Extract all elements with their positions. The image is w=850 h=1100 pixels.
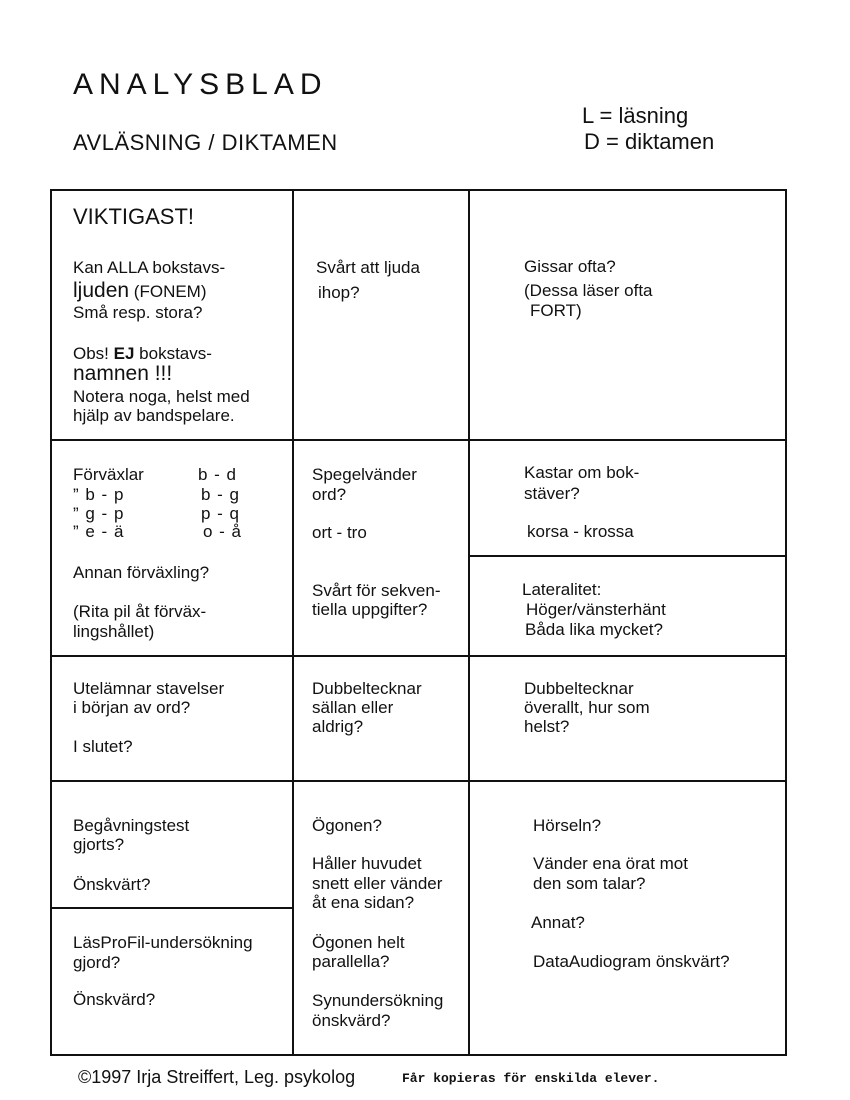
- grid-line-right: [785, 189, 787, 1056]
- cell-text: Höger/vänsterhänt: [526, 600, 666, 619]
- legend-d: D = diktamen: [584, 129, 715, 154]
- letter-pair: b - d: [198, 465, 238, 484]
- cell-text: Håller huvudet: [312, 854, 422, 873]
- grid-line-split-r4c1: [50, 907, 293, 909]
- cell-text: korsa - krossa: [527, 522, 634, 541]
- cell-text: ord?: [312, 485, 347, 504]
- cell-text-emphasis: ljuden: [73, 279, 130, 302]
- cell-text: Synundersökning: [312, 991, 444, 1010]
- letter-pair: ” e - ä: [73, 522, 125, 541]
- cell-text: Båda lika mycket?: [525, 620, 663, 639]
- cell-text: Obs!: [73, 344, 109, 363]
- cell-text: sällan eller: [312, 698, 394, 717]
- cell-text: önskvärd?: [312, 1011, 391, 1030]
- grid-line-row3: [50, 780, 787, 782]
- cell-text: Dubbeltecknar: [312, 679, 422, 698]
- page-subtitle: AVLÄSNING / DIKTAMEN: [73, 130, 338, 155]
- cell-text: ihop?: [318, 283, 360, 302]
- cell-text: Notera noga, helst med: [73, 387, 250, 406]
- cell-text: i början av ord?: [73, 698, 191, 717]
- cell-text: (Rita pil åt förväx-: [73, 602, 207, 621]
- letter-pair: ” b - p: [73, 485, 125, 504]
- cell-text: Små resp. stora?: [73, 303, 203, 322]
- cell-text-line: [73, 344, 212, 363]
- grid-line-col1: [292, 189, 294, 1056]
- cell-text: Spegelvänder: [312, 465, 417, 484]
- cell-text: Utelämnar stavelser: [73, 679, 225, 698]
- cell-text: stäver?: [524, 484, 580, 503]
- cell-text: Dubbeltecknar: [524, 679, 634, 698]
- letter-pair: o - å: [203, 522, 243, 541]
- copyright-text: ©1997 Irja Streiffert, Leg. psykolog: [78, 1067, 356, 1087]
- letter-pair: p - q: [201, 504, 241, 523]
- cell-text: snett eller vänder: [312, 874, 443, 893]
- cell-text: Vänder ena örat mot: [533, 854, 688, 873]
- cell-text: gjord?: [73, 953, 121, 972]
- cell-heading: VIKTIGAST!: [73, 204, 195, 229]
- cell-text: Önskvärt?: [73, 875, 151, 894]
- cell-text: Kan ALLA bokstavs-: [73, 258, 226, 277]
- copy-permission-note: Får kopieras för enskilda elever.: [402, 1071, 660, 1086]
- letter-pair: ” g - p: [73, 504, 125, 523]
- cell-text: ort - tro: [312, 523, 367, 542]
- legend-l: L = läsning: [582, 103, 689, 128]
- grid-line-col2: [468, 189, 470, 1056]
- cell-text: parallella?: [312, 952, 390, 971]
- cell-text: helst?: [524, 717, 570, 736]
- cell-text: LäsProFil-undersökning: [73, 933, 253, 952]
- cell-text: Gissar ofta?: [524, 257, 616, 276]
- cell-text: FORT): [530, 301, 582, 320]
- cell-text: DataAudiogram önskvärt?: [533, 952, 730, 971]
- cell-text-emphasis: namnen !!!: [73, 362, 173, 385]
- cell-text: aldrig?: [312, 717, 364, 736]
- cell-text: gjorts?: [73, 835, 125, 854]
- grid-line-top: [50, 189, 787, 191]
- cell-text: tiella uppgifter?: [312, 600, 428, 619]
- cell-text: I slutet?: [73, 737, 133, 756]
- cell-text: Svårt att ljuda: [316, 258, 420, 277]
- cell-text: Kastar om bok-: [524, 463, 640, 482]
- cell-text: Begåvningstest: [73, 816, 190, 835]
- cell-text: Svårt för sekven-: [312, 581, 441, 600]
- cell-text: Lateralitet:: [522, 580, 602, 599]
- cell-text: lingshållet): [73, 622, 155, 641]
- page-title: ANALYSBLAD: [73, 68, 328, 101]
- cell-text: åt ena sidan?: [312, 893, 415, 912]
- cell-text: bokstavs-: [139, 344, 212, 363]
- grid-line-left: [50, 189, 52, 1056]
- cell-text: (Dessa läser ofta: [524, 281, 653, 300]
- cell-text-line: [73, 280, 207, 302]
- cell-text: hjälp av bandspelare.: [73, 406, 235, 425]
- grid-line-bottom: [50, 1054, 787, 1056]
- grid-line-row2: [50, 655, 787, 657]
- cell-text: (FONEM): [133, 282, 207, 301]
- cell-text: den som talar?: [533, 874, 646, 893]
- cell-text: Annan förväxling?: [73, 563, 210, 582]
- cell-text: överallt, hur som: [524, 698, 650, 717]
- grid-line-split-r2c3: [469, 555, 787, 557]
- cell-text: Ögonen helt: [312, 933, 405, 952]
- letter-pair: b - g: [201, 485, 241, 504]
- cell-text: Annat?: [531, 913, 585, 932]
- cell-text: Förväxlar: [73, 465, 144, 484]
- grid-line-row1: [50, 439, 787, 441]
- cell-text-bold: EJ: [113, 344, 135, 363]
- cell-text: Önskvärd?: [73, 990, 156, 1009]
- cell-text: Hörseln?: [533, 816, 602, 835]
- cell-text: Ögonen?: [312, 816, 382, 835]
